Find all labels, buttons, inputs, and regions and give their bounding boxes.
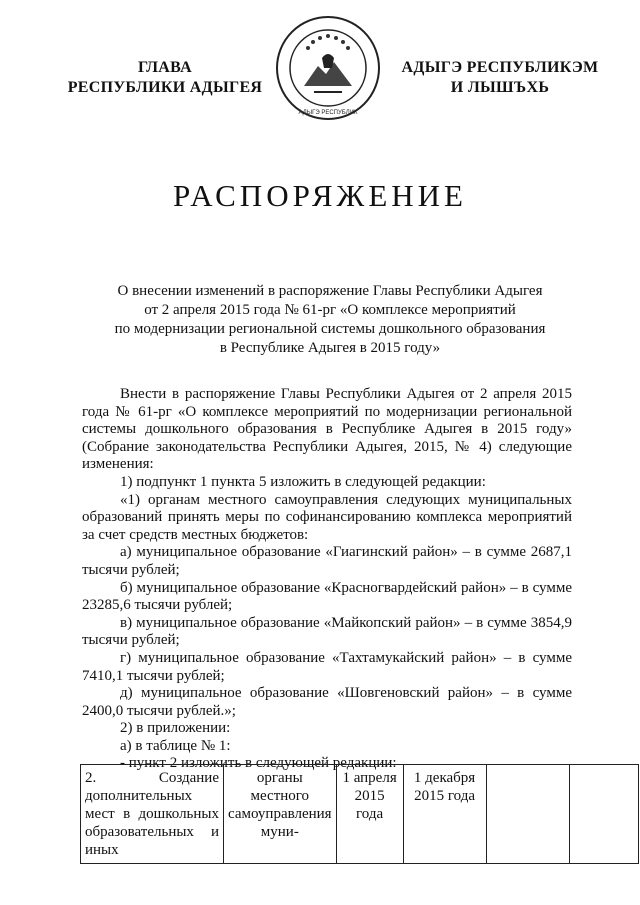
header-left-line2: РЕСПУБЛИКИ АДЫГЕЯ (67, 79, 263, 96)
body-item-a: а) муниципальное образование «Гиагинский район» – в сумме 2687,1 тысячи рублей; (82, 544, 572, 578)
subject-line: по модернизации региональной системы дошкольного образования (114, 321, 546, 337)
table-cell (569, 765, 638, 864)
header-right (395, 58, 605, 98)
body-paragraph: - пункт 2 изложить в следующей редакции: (120, 755, 397, 772)
header-right-line2: И ЛЫШЪХЬ (450, 79, 550, 96)
document-body (82, 386, 572, 773)
body-item-c: в) муниципальное образование «Майкопский район» – в сумме 3854,9 тысячи рублей; (82, 614, 572, 649)
header-left-line1: ГЛАВА (138, 59, 192, 76)
body-intro: Внести в распоряжение Главы Республики Адыгея от 2 апреля 2015 года № 61-рг «О комплексе мероприятий по модернизации региональной системы дошкольного образования в Республике Адыгея в 2015 году» (Собрание законодательства Республики Адыгея, 2015, № 4) следующие изменения: (82, 386, 572, 473)
document-title: РАСПОРЯЖЕНИЕ (173, 178, 467, 213)
subject-line: О внесении изменений в распоряжение Главы Республики Адыгея (117, 283, 543, 299)
subject-line: от 2 апреля 2015 года № 61-рг «О комплексе мероприятий (144, 302, 516, 318)
header-right-line1: АДЫГЭ РЕСПУБЛИКЭМ (401, 59, 599, 76)
body-paragraph: 2) в приложении: (120, 720, 231, 737)
document-subject (80, 282, 580, 358)
body-item-b: б) муниципальное образование «Красногвардейский район» – в сумме 23285,6 тысячи рублей; (82, 579, 572, 614)
table-cell: 1 апреля 2015 года (336, 765, 403, 864)
body-item-e: д) муниципальное образование «Шовгеновский район» – в сумме 2400,0 тысячи рублей.»; (82, 685, 572, 719)
table-cell: органы местного самоуправления муни- (224, 765, 337, 864)
header-left (40, 58, 290, 98)
subject-line: в Республике Адыгея в 2015 году» (219, 340, 441, 356)
table-cell (486, 765, 569, 864)
amendment-table (80, 764, 639, 864)
body-paragraph: а) в таблице № 1: (120, 737, 231, 754)
body-paragraph: 1) подпункт 1 пункта 5 изложить в следующей редакции: (120, 473, 486, 490)
table-cell: 1 декабря 2015 года (403, 765, 486, 864)
body-item-d: г) муниципальное образование «Тахтамукайский район» – в сумме 7410,1 тысячи рублей; (82, 649, 572, 684)
emblem-caption: АДЫГЭ РЕСПУБЛИК (298, 110, 358, 116)
table-row (81, 765, 639, 864)
coat-of-arms-emblem (274, 14, 382, 122)
body-paragraph: «1) органам местного самоуправления следующих муниципальных образований принять меры по софинансированию комплекса мероприятий за счет средств местных бюджетов: (82, 491, 572, 543)
table-cell: 2. Создание дополнительных мест в дошкольных образовательных и иных (81, 765, 224, 864)
